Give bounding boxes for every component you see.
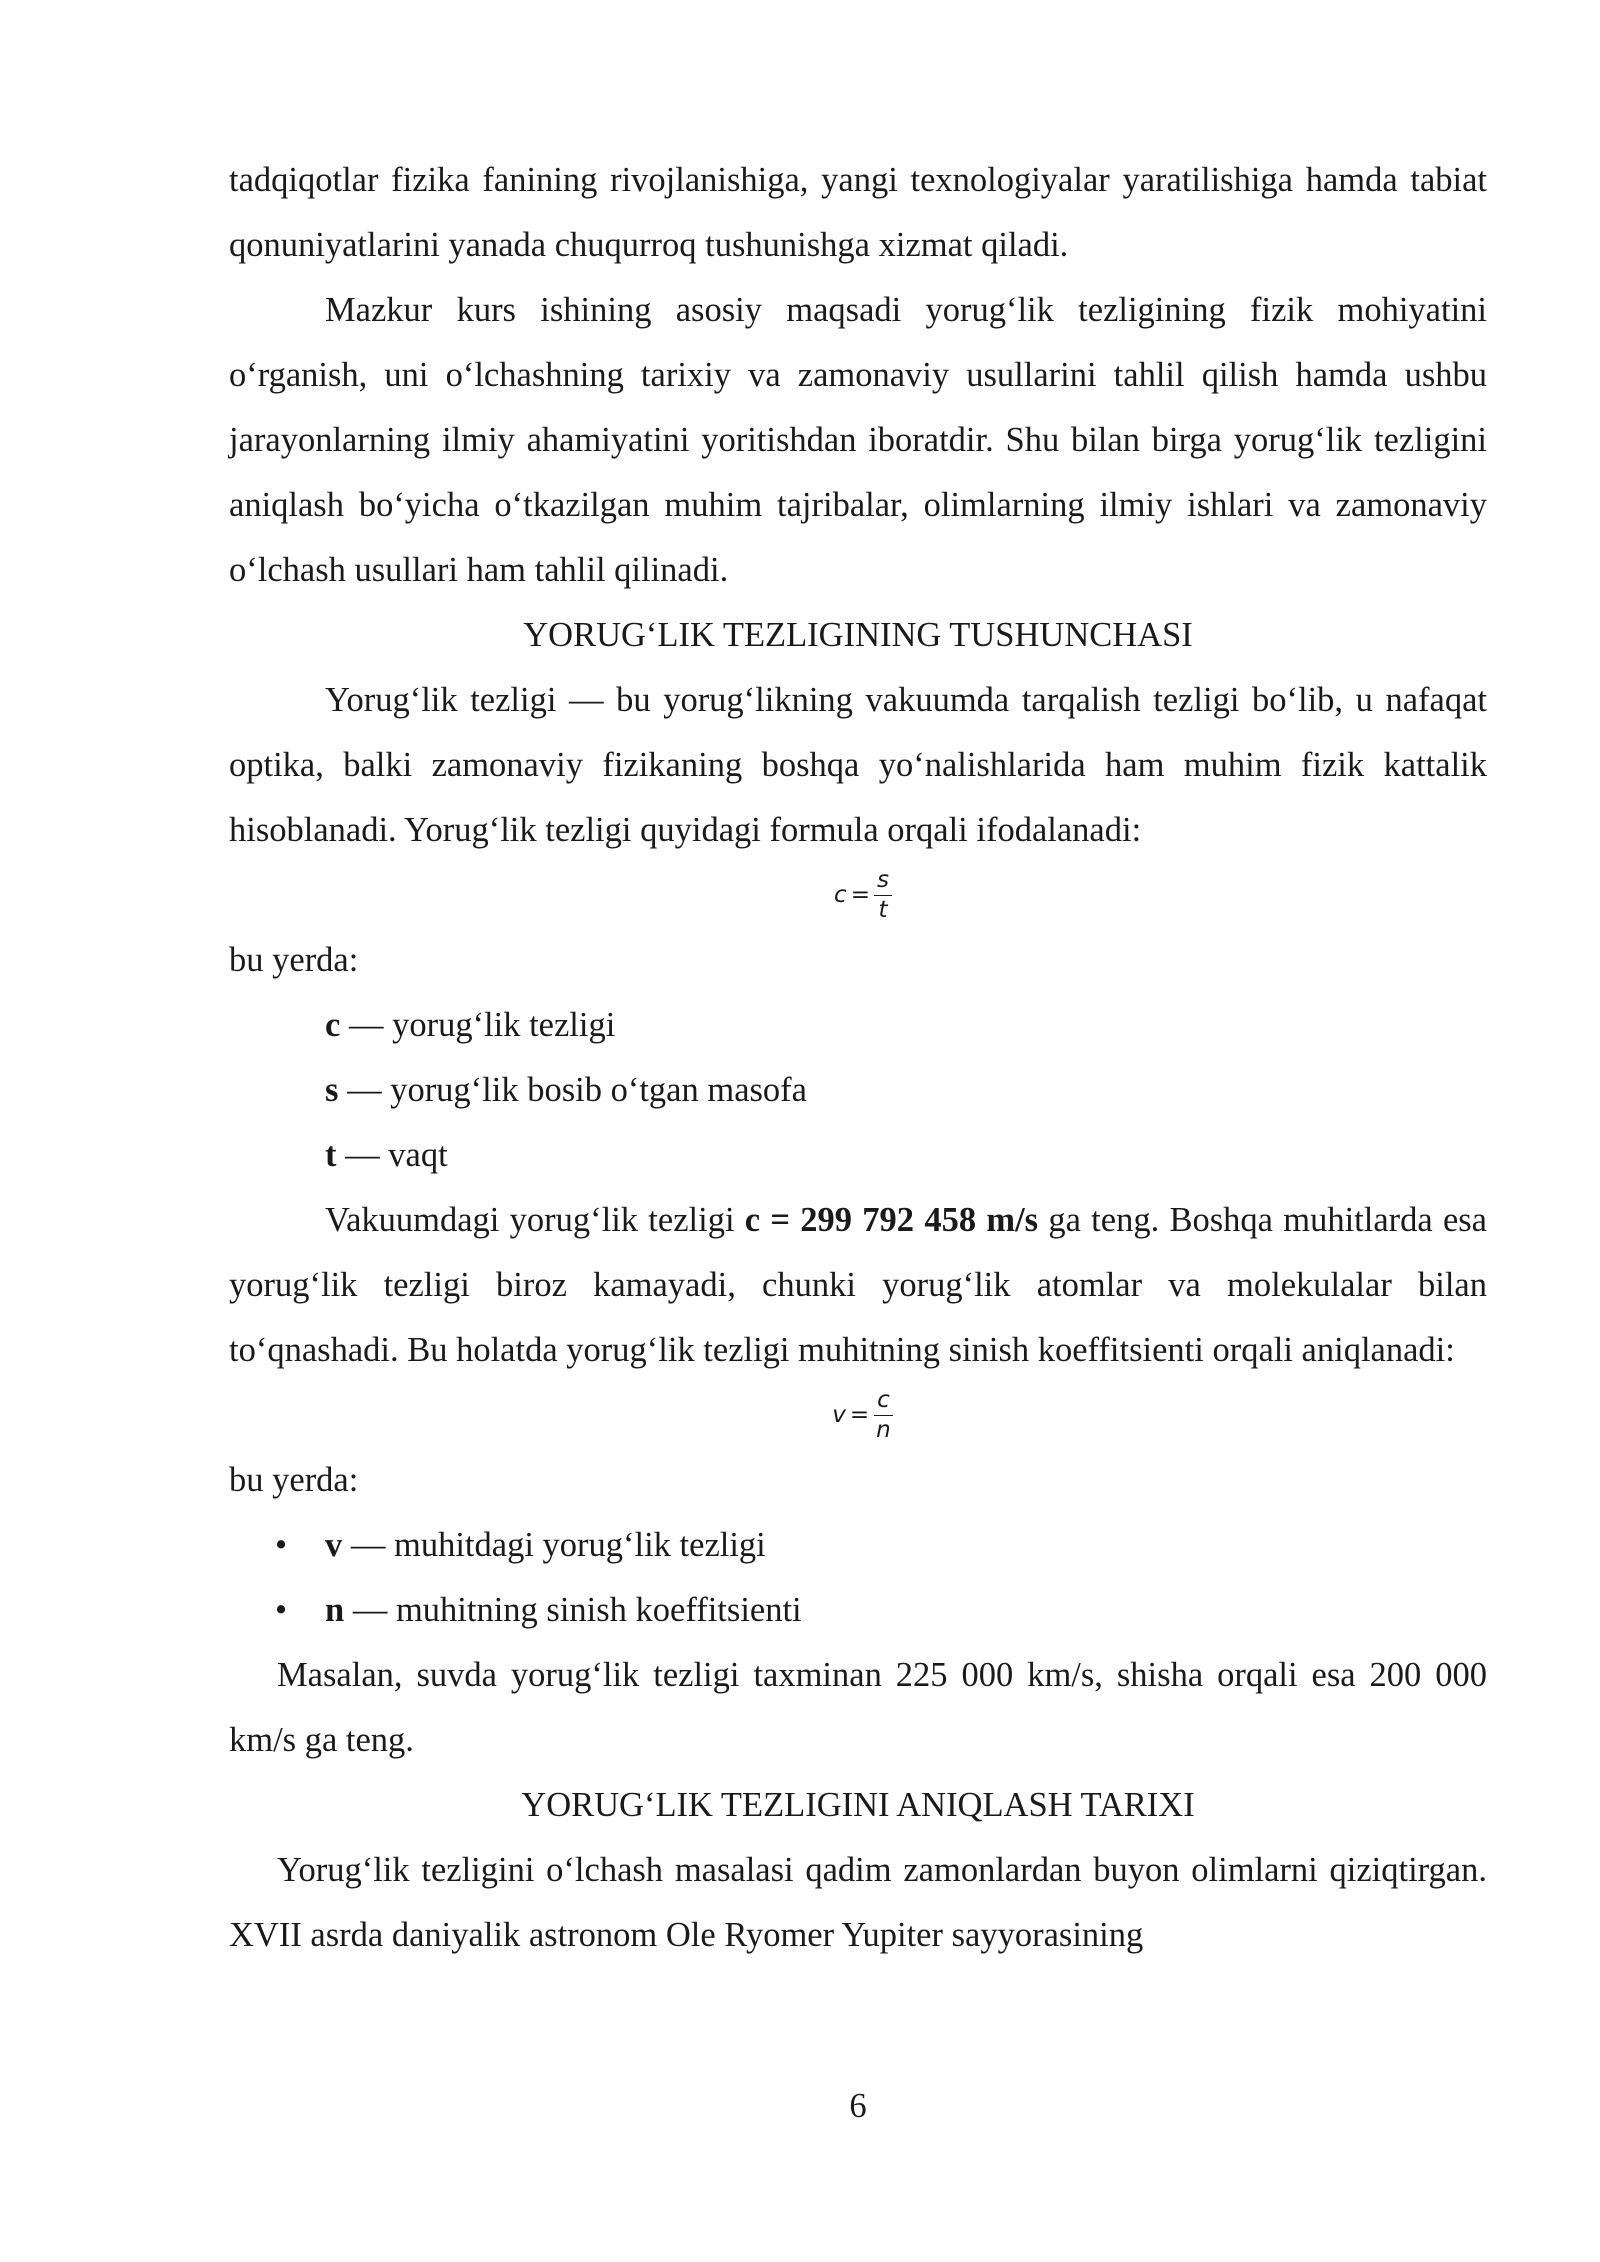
definition-text: — yorug‘lik bosib o‘tgan masofa [338, 1071, 807, 1109]
definition-symbol: t [325, 1136, 337, 1174]
formula-lhs: v [832, 1402, 846, 1428]
vacuum-speed-value: c = 299 792 458 m/s [744, 1201, 1039, 1239]
definition-text: — muhitdagi yorug‘lik tezligi [342, 1526, 766, 1564]
where-label: bu yerda: [229, 941, 359, 979]
section-heading-history: YORUG‘LIK TEZLIGINI ANIQLASH TARIXI [521, 1786, 1195, 1824]
paragraph-continuation: tadqiqotlar fizika fanining rivojlanishiga, yangi texnologiyalar yaratilishiga hamda tabiat qonuniyatlarini yanada chuqurroq tushunishga xizmat qiladi. [229, 161, 1487, 264]
paragraph-vacuum-speed [229, 1188, 1487, 1383]
definition-text: — yorug‘lik tezligi [340, 1006, 616, 1044]
page-number: 6 [849, 2087, 867, 2125]
vacuum-text-pre: Vakuumdagi yorug‘lik tezligi [325, 1201, 745, 1239]
formula-denominator: n [876, 1417, 891, 1443]
paragraph-history: Yorug‘lik tezligini o‘lchash masalasi qadim zamonlardan buyon olimlarni qiziqtirgan. XVII asrda daniyalik astronom Ole Ryomer Yupiter sayyorasining [229, 1851, 1487, 1954]
page-body [229, 148, 1487, 1968]
definition-symbol: c [325, 1006, 341, 1044]
bullet-icon: • [275, 1591, 288, 1629]
definition-symbol: v [325, 1526, 343, 1564]
vacuum-text-post: ga teng. Boshqa muhitlarda esa yorug‘lik tezligi biroz kamayadi, chunki yorug‘lik atomlar va molekulalar bilan to‘qnashadi. Bu holatda yorug‘lik tezligi muhitning sinish koeffitsienti orqali aniqlanadi: [229, 1201, 1487, 1369]
formula-fraction [874, 869, 892, 922]
bullet-item [229, 1513, 1487, 1578]
bullet-item [229, 1578, 1487, 1643]
paragraph-example: Masalan, suvda yorug‘lik tezligi taxminan 225 000 km/s, shisha orqali esa 200 000 km/s ga teng. [229, 1656, 1487, 1759]
formula-equals: = [849, 1402, 870, 1428]
formula-fraction [873, 1389, 894, 1442]
formula-medium-speed [229, 1383, 1487, 1448]
definition-symbol: n [325, 1591, 345, 1629]
formula-speed [229, 863, 1487, 928]
definition-item [229, 1123, 1487, 1188]
definition-text: — muhitning sinish koeffitsienti [344, 1591, 802, 1629]
formula-denominator: t [878, 897, 888, 923]
section-heading-concept: YORUG‘LIK TEZLIGINING TUSHUNCHASI [523, 616, 1193, 654]
definition-symbol: s [325, 1071, 339, 1109]
formula-equals: = [850, 882, 870, 908]
definition-text: — vaqt [336, 1136, 448, 1174]
definition-item [229, 1058, 1487, 1123]
bullet-icon: • [275, 1526, 288, 1564]
where-label: bu yerda: [229, 1461, 359, 1499]
definition-item [229, 993, 1487, 1058]
formula-numerator: c [874, 1389, 893, 1416]
formula-numerator: s [874, 869, 892, 896]
paragraph-purpose: Mazkur kurs ishining asosiy maqsadi yorug‘lik tezligining fizik mohiyatini o‘rganish, uni o‘lchashning tarixiy va zamonaviy usullarini tahlil qilish hamda ushbu jarayonlarning ilmiy ahamiyatini yoritishdan iboratdir. Shu bilan birga yorug‘lik tezligini aniqlash bo‘yicha o‘tkazilgan muhim tajribalar, olimlarning ilmiy ishlari va zamonaviy o‘lchash usullari ham tahlil qilinadi. [229, 291, 1487, 589]
formula-lhs: c [834, 882, 847, 908]
paragraph-definition: Yorug‘lik tezligi — bu yorug‘likning vakuumda tarqalish tezligi bo‘lib, u nafaqat optika, balki zamonaviy fizikaning boshqa yo‘nalishlarida ham muhim fizik kattalik hisoblanadi. Yorug‘lik tezligi quyidagi formula orqali ifodalanadi: [229, 681, 1487, 849]
